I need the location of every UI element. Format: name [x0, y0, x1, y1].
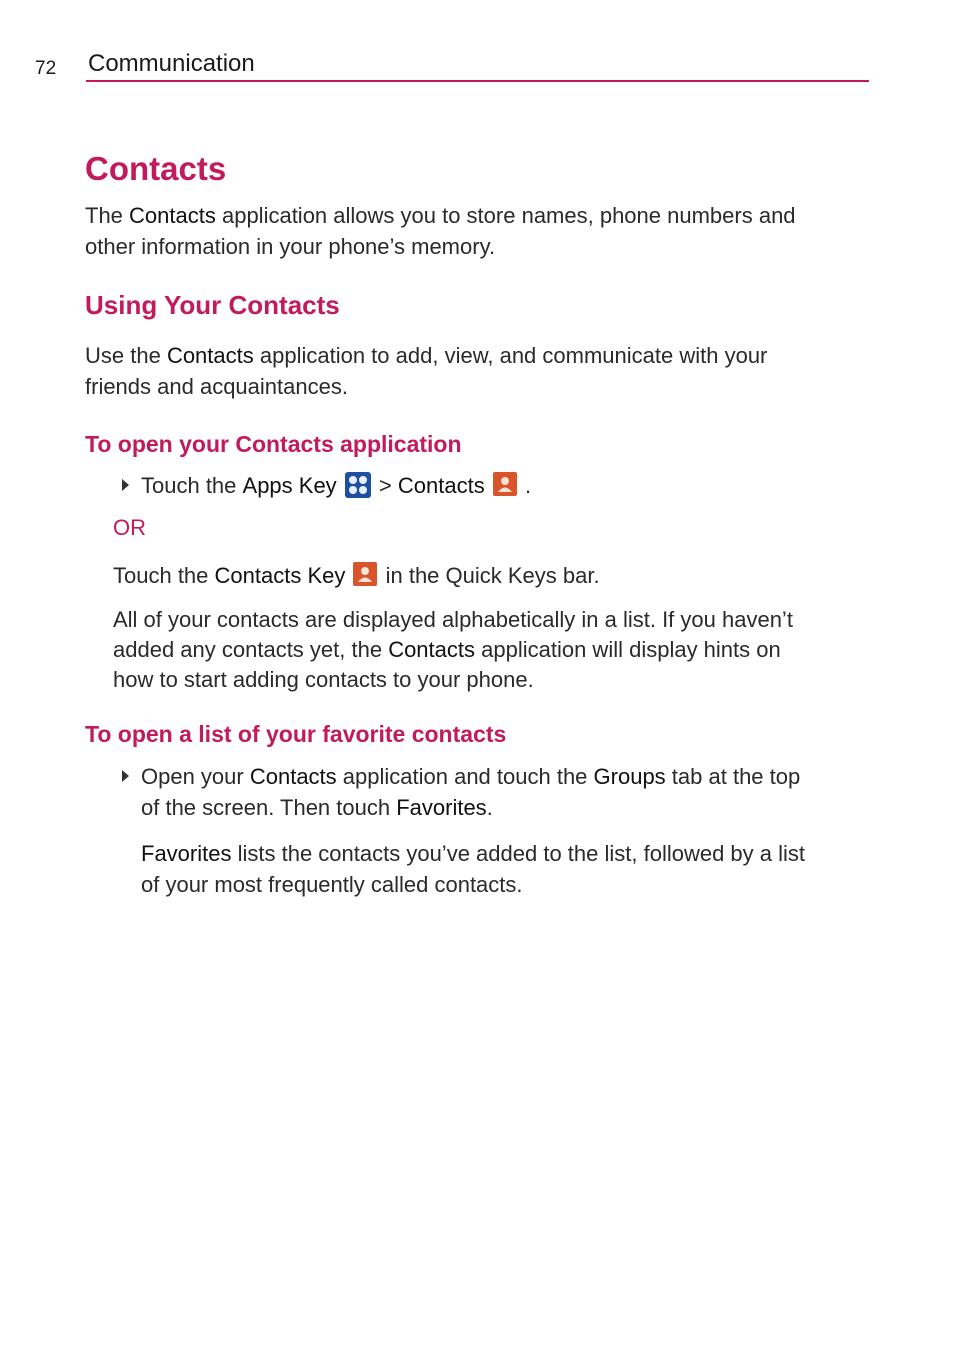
page-number: 72 — [35, 58, 57, 79]
using-text-1: Use the — [85, 343, 167, 368]
fav-step-text-3: tab at the top — [665, 764, 801, 789]
open-step-separator: > — [372, 473, 398, 498]
apps-grid-icon — [345, 472, 371, 498]
open-app-heading: To open your Contacts application — [85, 431, 462, 457]
contacts-key-icon — [353, 562, 377, 586]
open-step-end: . — [518, 473, 532, 498]
section-header: Communication — [88, 50, 255, 77]
fav-step-text-4: of the screen. Then touch — [141, 795, 397, 820]
apps-key-term: Apps Key — [242, 473, 337, 498]
note-line-3: how to start adding contacts to your phone. — [113, 667, 534, 692]
using-text-2: application to add, view, and communicate with your — [253, 343, 768, 368]
contacts-key-term: Contacts Key — [214, 563, 346, 588]
note-contacts-term: Contacts — [388, 637, 476, 662]
triangle-right-icon — [122, 479, 129, 491]
alt-step-text-2: in the Quick Keys bar. — [379, 563, 600, 588]
fav-note-line-1 — [141, 838, 871, 869]
favorites-heading: To open a list of your favorite contacts — [85, 721, 507, 747]
intro-text-2: application allows you to store names, phone numbers and — [215, 203, 796, 228]
using-line-1 — [85, 340, 875, 371]
intro-text-1: The — [85, 203, 130, 228]
open-app-step — [141, 470, 871, 501]
fav-contacts-term: Contacts — [249, 764, 337, 789]
contacts-term: Contacts — [397, 473, 485, 498]
fav-note-favorites-term: Favorites — [141, 841, 232, 866]
intro-paragraph — [85, 200, 875, 262]
fav-step-line-2 — [141, 792, 871, 823]
intro-contacts-term: Contacts — [129, 203, 216, 228]
header-rule — [86, 80, 869, 82]
or-label: OR — [113, 515, 146, 540]
fav-note-line-2: of your most frequently called contacts. — [141, 872, 523, 897]
note-line-2-text-1: added any contacts yet, the — [113, 637, 389, 662]
open-step-text-1: Touch the — [141, 473, 243, 498]
fav-step-text-2: application and touch the — [336, 764, 594, 789]
contacts-person-icon — [493, 472, 517, 496]
note-line-1: All of your contacts are displayed alphabetically in a list. If you haven’t — [113, 607, 793, 632]
favorites-step — [141, 761, 871, 823]
intro-line-1 — [85, 200, 875, 231]
using-paragraph — [85, 340, 875, 402]
using-contacts-heading: Using Your Contacts — [85, 290, 340, 320]
fav-step-text-1: Open your — [141, 764, 250, 789]
alt-step — [113, 560, 873, 591]
note-line-2-text-2: application will display hints on — [475, 637, 781, 662]
groups-term: Groups — [593, 764, 666, 789]
contacts-note — [113, 605, 873, 695]
favorites-note — [141, 838, 871, 900]
alt-step-text-1: Touch the — [113, 563, 215, 588]
intro-line-2: other information in your phone’s memory. — [85, 234, 496, 259]
fav-note-text-1: lists the contacts you’ve added to the list, followed by a list — [231, 841, 806, 866]
fav-step-end: . — [486, 795, 493, 820]
using-contacts-term: Contacts — [166, 343, 254, 368]
favorites-term: Favorites — [396, 795, 487, 820]
page-title: Contacts — [85, 150, 227, 187]
triangle-right-icon-2 — [122, 770, 129, 782]
using-line-2: friends and acquaintances. — [85, 374, 348, 399]
note-line-2 — [113, 635, 873, 665]
fav-step-line-1 — [141, 761, 871, 792]
